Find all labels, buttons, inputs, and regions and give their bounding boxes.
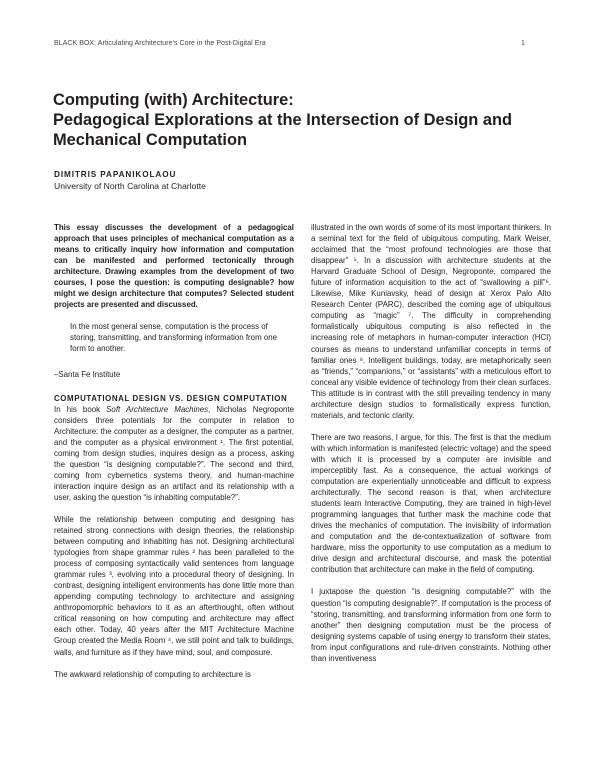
paragraph-text: , Nicholas Negroponte considers three potentials for the computer in relation to Architecture: the computer as a designer, the computer as a partner, and the computer as a physical environment ¹. The first potential, coming from design studies, inquires design as a process, asking the question “is designing computable?”. The second and third, coming from cybernetics systems theory, and human-machine interaction inquire design as an artifact and its relationship with a user, asking the question “is inhabiting computable?”.: [54, 404, 294, 502]
body-paragraph: While the relationship between computing and designing has retained strong connections with design theories, the relationship between computing and inhabiting has not. Designing architectural typologies from shape grammar rules ² has been paralleled to the process of composing syntactically valid sentences from language grammar rules ³, evolving into a procedural theory of designing. In contrast, designing intelligent environments has done little more than appending computing technology to architecture and assigning anthropomorphic behaviors to it as an afterthought, often without critical reasoning on how computing and architecture may affect each other. Today, 40 years after the MIT Architecture Machine Group created the Media Room ⁴, we still point and talk to buildings, walls, and furniture as if they have mind, soul, and composure.: [54, 514, 294, 657]
body-paragraph: [54, 404, 294, 503]
book-title: Soft Architecture Machines: [106, 404, 209, 414]
paper-title: [53, 90, 553, 150]
title-line-2: Pedagogical Explorations at the Intersection of Design and Mechanical Computation: [53, 111, 513, 149]
paragraph-text: In his book: [54, 404, 107, 414]
body-paragraph: The awkward relationship of computing to architecture is: [54, 669, 251, 679]
epigraph-attribution: –Santa Fe Institute: [54, 369, 121, 379]
body-paragraph: There are two reasons, I argue, for this. The first is that the medium with which information is manifested (electric voltage) and the speed with which it is processed by a computer are invisible and imperceptibly fast. As a consequence, the actual workings of computation are experientially unnoticeable and difficult to express architecturally. The second reason is that, when architecture students learn Interactive Computing, they are trained in high-level programming languages that further mask the machine code that drives the mechanics of computation. The invisibility of information and computation and the de-contextualization of software from hardware, miss the opportunity to use computation as a medium to drive design and architectural discourse, and mask the potential contribution that architecture can make in the field of computing.: [311, 432, 551, 575]
body-paragraph: I juxtapose the question “is designing computable?” with the question “is computing designable?”. If computation is the process of “storing, transmitting, and transforming information from one form to another” then designing computation must be the process of designing systems capable of using energy to transform their states, from input configurations and rule-driven constraints. Nothing other than inventiveness: [311, 587, 551, 663]
page-number: 1: [521, 40, 525, 47]
body-paragraph: illustrated in the own words of some of its most important thinkers. In a seminal text for the field of ubiquitous computing, Mark Weiser, acclaimed that the “most profound technologies are those that disappear” ⁵. In a discussion with architecture students at the Harvard Graduate School of Design, Negroponte, compared the future of information acquisition to the act of “swallowing a pill”⁶. Likewise, Mike Kuniavsky, head of design at Xerox Palo Alto Research Center (PARC), described the coming age of ubiquitous computing as “magic” ⁷. The difficulty in comprehending formalistically ubiquitous computing is also reflected in the increasing role of metaphors in human-computer interaction (HCI) courses as means to understand unfamiliar concepts in terms of familiar ones ⁸. Intelligent buildings, today, are metaphorically seen as “friends,” “companions,” or “assistants” with a meticulous effort to conceal any visible evidence of technology from their clean surfaces. This attitude is in contrast with the still prevailing tendency in many architecture design studios to formalistically express function, materials, and tectonic clarity.: [311, 223, 551, 420]
author-affiliation: University of North Carolina at Charlotte: [54, 181, 206, 191]
epigraph-quote: In the most general sense, computation is the process of storing, transmitting, and transforming information from one form to another.: [70, 322, 278, 354]
section-heading: COMPUTATIONAL DESIGN VS. DESIGN COMPUTATION: [54, 393, 288, 403]
right-column: [311, 222, 551, 757]
left-column: [54, 222, 294, 757]
title-line-1: Computing (with) Architecture:: [53, 91, 294, 109]
author-name: DIMITRIS PAPANIKOLAOU: [54, 170, 177, 179]
abstract: This essay discusses the development of a pedagogical approach that uses principles of mechanical computation as a means to critically inquiry how information and computation can be manifested and performed tectonically through architecture. Drawing examples from the development of two courses, I pose the question: is computing designable? how might we design architecture that computes? Selected student projects are presented and discussed.: [54, 223, 294, 310]
running-head: BLACK BOX: Articulating Architecture’s Core in the Post-Digital Era: [54, 40, 266, 47]
